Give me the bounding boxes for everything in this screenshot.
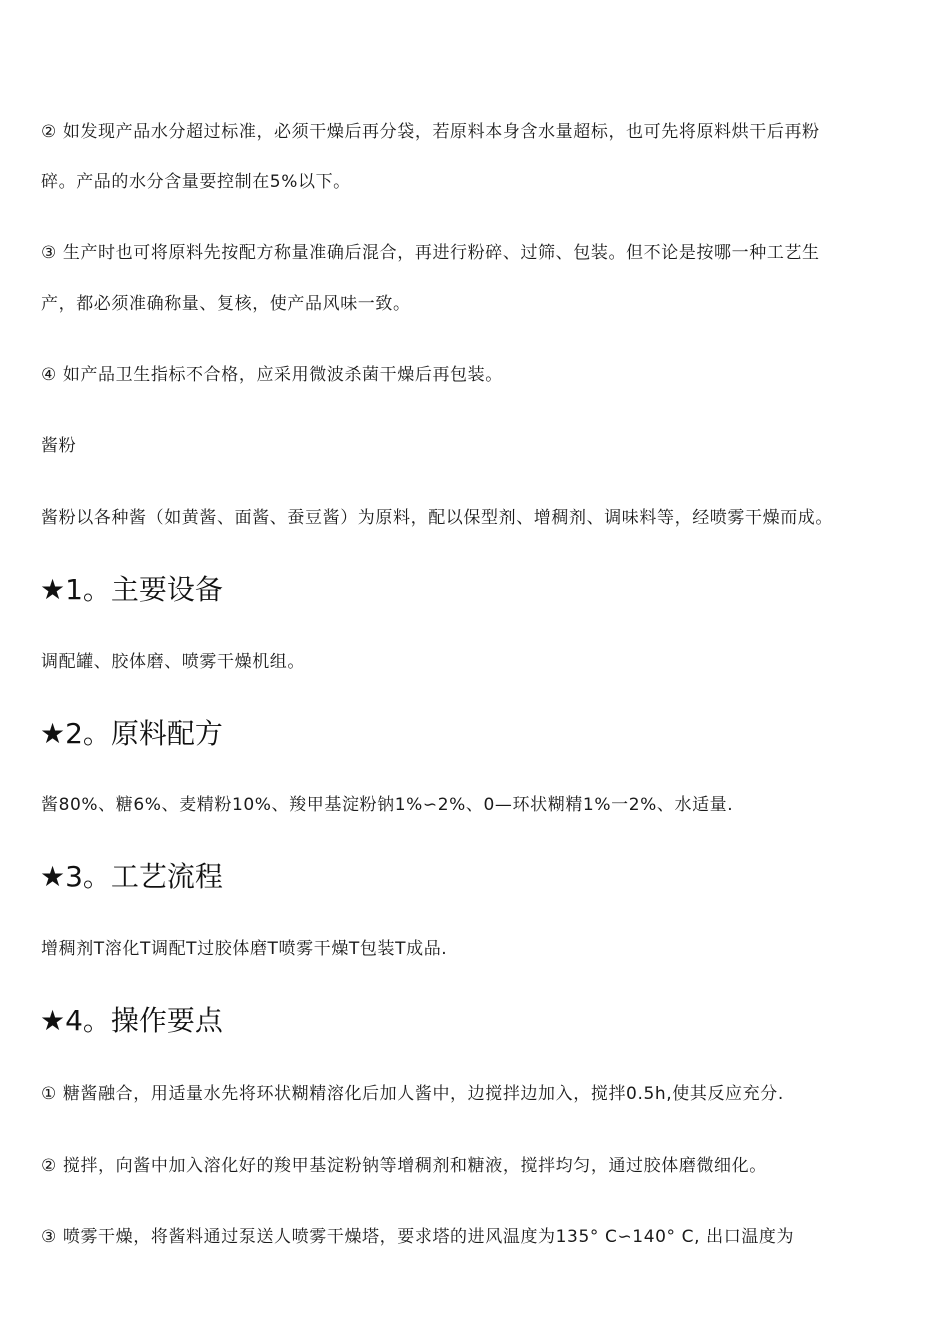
section-title: 酱粉 bbox=[41, 436, 77, 456]
paragraph-3-line-1: ③ 生产时也可将原料先按配方称量准确后混合，再进行粉碎、过筛、包装。但不论是按哪一种工艺生 bbox=[41, 243, 820, 263]
paragraph-4: ④ 如产品卫生指标不合格，应采用微波杀菌干燥后再包装。 bbox=[41, 365, 503, 385]
step-2: ② 搅拌，向酱中加入溶化好的羧甲基淀粉钠等增稠剂和糖液，搅拌均匀，通过胶体磨微细化。 bbox=[41, 1156, 767, 1176]
step-3: ③ 喷雾干燥，将酱料通过泵送人喷雾干燥塔，要求塔的进风温度为135° C∽140° C, 出口温度为 bbox=[41, 1227, 795, 1247]
process-text: 增稠剂T溶化T调配T过胶体磨T喷雾干燥T包装T成品. bbox=[41, 939, 448, 959]
equipment-text: 调配罐、胶体磨、喷雾干燥机组。 bbox=[41, 652, 305, 672]
intro-paragraph: 酱粉以各种酱（如黄酱、面酱、蚕豆酱）为原料，配以保型剂、增稠剂、调味料等，经喷雾干燥而成。 bbox=[41, 508, 833, 528]
paragraph-2-line-2: 碎。产品的水分含量要控制在5%以下。 bbox=[41, 172, 351, 192]
paragraph-2-line-1: ② 如发现产品水分超过标准，必须干燥后再分袋，若原料本身含水量超标，也可先将原料烘干后再粉 bbox=[41, 122, 820, 142]
formula-text: 酱80%、糖6%、麦精粉10%、羧甲基淀粉钠1%∽2%、0—环状糊精1%一2%、水适量. bbox=[41, 795, 734, 815]
step-1: ① 糖酱融合，用适量水先将环状糊精溶化后加人酱中，边搅拌边加入，搅拌0.5h,使其反应充分. bbox=[41, 1084, 784, 1104]
heading-process: ★3。工艺流程 bbox=[40, 860, 223, 893]
heading-operation: ★4。操作要点 bbox=[40, 1004, 223, 1037]
heading-equipment: ★1。主要设备 bbox=[40, 573, 223, 606]
heading-formula: ★2。原料配方 bbox=[40, 717, 223, 750]
paragraph-3-line-2: 产，都必须准确称量、复核，使产品风味一致。 bbox=[41, 294, 411, 314]
